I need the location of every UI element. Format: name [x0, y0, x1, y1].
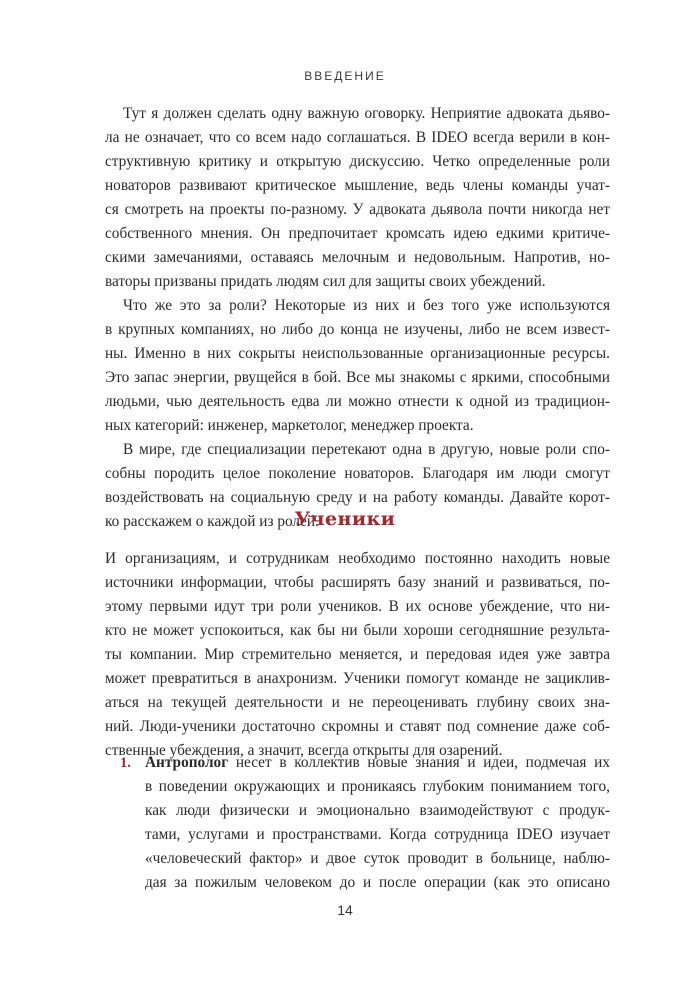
text-line: как люди физически и эмоционально взаимодействуют с продук-: [145, 802, 610, 819]
text-line: ных категорий: инженер, маркетолог, менеджер проекта.: [105, 417, 474, 434]
text-line: Это запас энергии, рвущейся в бой. Все мы знакомы с яркими, способными: [105, 369, 610, 386]
text-line: может превратиться в анахронизм. Ученики помогут команде не зациклив-: [105, 670, 610, 687]
list-first-line: [145, 751, 610, 775]
list-number: 1.: [120, 755, 131, 771]
text-line: ваторы призваны придать людям сил для защиты своих убеждений.: [105, 273, 546, 290]
text-line: ственные убеждения, а значит, всегда открыты для озарений.: [105, 742, 503, 759]
intro-text: [105, 102, 610, 534]
text-line: И организациям, и сотрудникам необходимо постоянно находить новые: [105, 550, 610, 567]
text-line: кто не может успокоиться, как бы ни были хороши сегодняшние результа-: [105, 622, 610, 639]
text-line: собственного мнения. Он предпочитает кромсать идею едкими критиче-: [105, 225, 610, 242]
term-anthropologist: Антрополог: [145, 754, 229, 771]
text-line: В мире, где специализации перетекают одна в другую, новые роли спо-: [123, 441, 610, 458]
text-line: тами, услугами и пространствами. Когда сотрудница IDEO изучает: [145, 826, 610, 843]
text-line: источники информации, чтобы расширять базу знаний и развиваться, по-: [105, 574, 610, 591]
text-line: скими замечаниями, оставаясь мелочным и недовольным. Напротив, но-: [105, 249, 610, 266]
text-line: в крупных компаниях, но либо до конца не изучены, либо не всем извест-: [105, 321, 610, 338]
text-line: ла не означает, что со всем надо соглашаться. В IDEO всегда верили в кон-: [105, 129, 610, 146]
list-item: [145, 751, 610, 895]
text-line: ся смотреть на проекты по-разному. У адвоката дьявола почти никогда нет: [105, 201, 610, 218]
text-line: Тут я должен сделать одну важную оговорку. Неприятие адвоката дьяво-: [123, 105, 610, 122]
section-heading: Ученики: [294, 508, 396, 530]
section-text: [105, 547, 610, 763]
text-fragment: несет в коллектив новые знания и идеи, подмечая их: [228, 754, 610, 771]
text-line: Что же это за роли? Некоторые из них и без того уже используются: [123, 297, 610, 314]
text-line: новаторов развивают критическое мышление, ведь члены команды учат-: [105, 177, 610, 194]
text-line: ко расскажем о каждой из ролей.: [105, 513, 319, 530]
text-line: ны. Именно в них сокрыты неиспользованные организационные ресурсы.: [105, 345, 610, 362]
text-line: ний. Люди-ученики достаточно скромны и ставят под сомнение даже соб-: [105, 718, 610, 735]
text-line: «человеческий фактор» и двое суток проводит в больнице, наблю-: [145, 850, 610, 867]
running-head: ВВЕДЕНИЕ: [304, 69, 386, 83]
text-line: в поведении окружающих и проникаясь глубоким пониманием того,: [145, 778, 610, 795]
text-line: структивную критику и открытую дискуссию. Четко определенные роли: [105, 153, 610, 170]
text-line: этому первыми идут три роли учеников. В их основе убеждение, что ни-: [105, 598, 610, 615]
text-line: собны породить целое поколение новаторов. Благодаря им люди смогут: [105, 465, 610, 482]
page-number: 14: [337, 902, 353, 918]
text-line: ты компании. Мир стремительно меняется, и передовая идея уже завтра: [105, 646, 610, 663]
text-line: воздействовать на социальную среду и на работу команды. Давайте корот-: [105, 489, 610, 506]
text-line: дая за пожилым человеком до и после операции (как это описано: [145, 874, 610, 891]
text-line: людьми, чью деятельность едва ли можно отнести к одной из традицион-: [105, 393, 610, 410]
text-line: аться на текущей деятельности и не переоценивать глубину своих зна-: [105, 694, 610, 711]
